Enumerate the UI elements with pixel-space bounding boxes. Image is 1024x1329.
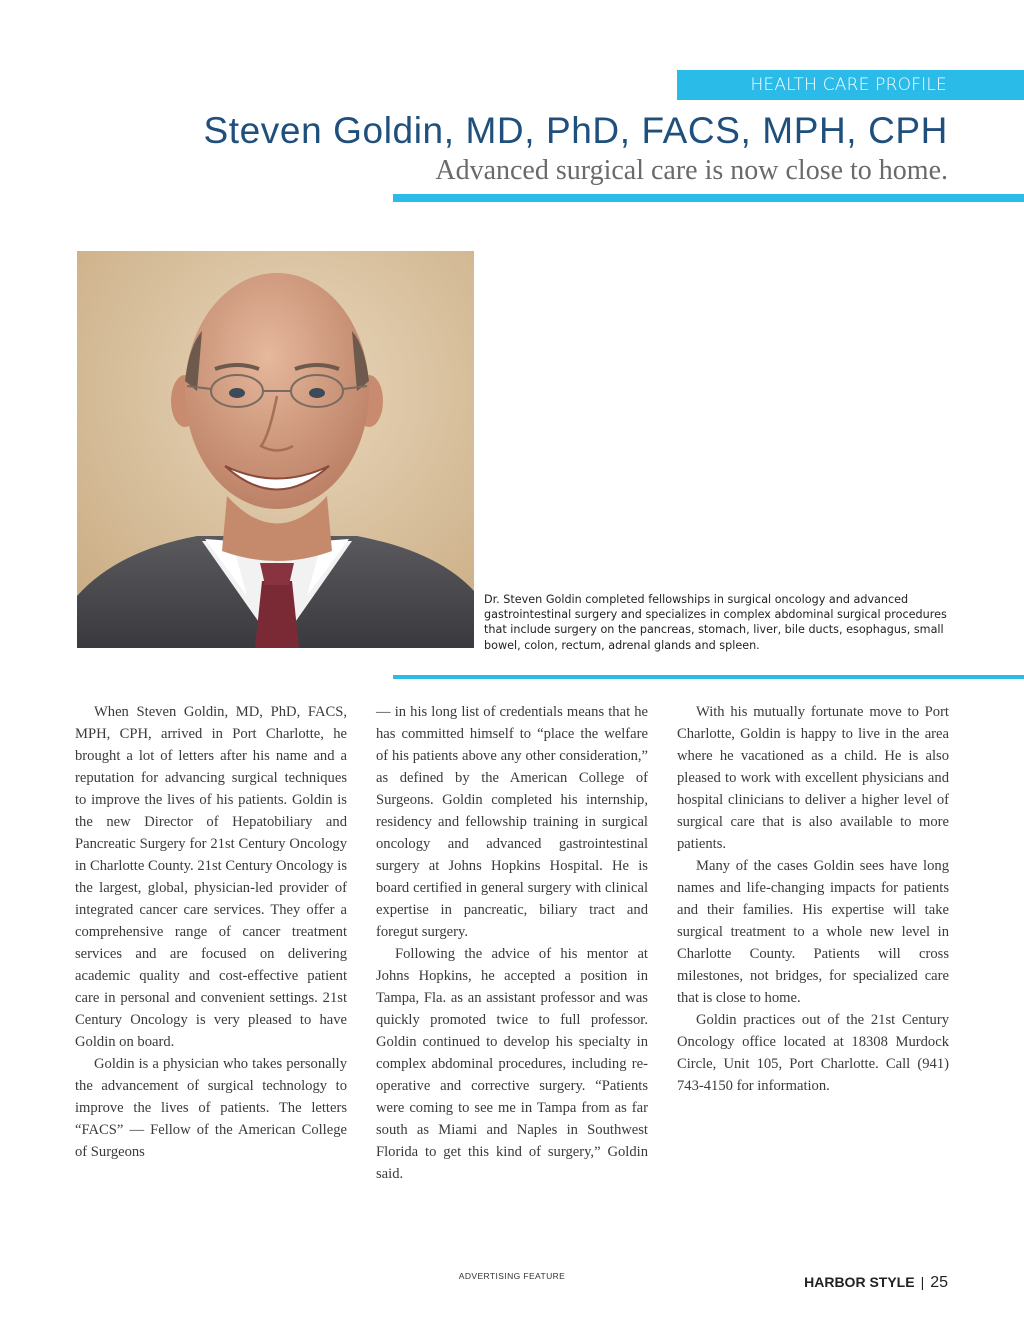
article-column-1	[75, 701, 347, 1163]
footer-separator: |	[920, 1274, 925, 1290]
paragraph: With his mutually fortunate move to Port Charlotte, Goldin is happy to live in the area where he vacationed as a child. He is also pleased to work with excellent physicians and hospital clinicians to deliver a higher level of surgical care that is also available to more patients.	[677, 704, 949, 852]
article-column-2	[376, 701, 648, 1185]
paragraph: Many of the cases Goldin sees have long names and life-changing impacts for patients and their families. His expertise will take surgical treatment to a whole new level in Charlotte County. Patients will cross milestones, not bridges, for specialized care that is close to home.	[677, 858, 949, 1006]
article-column-3	[677, 701, 949, 1097]
paragraph: — in his long list of credentials means that he has committed himself to “place the welfare of his patients above any other consideration,” as defined by the American College of Surgeons. Goldin completed his internship, residency and fellowship training in surgical oncology and advanced gastrointestinal surgery at Johns Hopkins Hospital. He is board certified in general surgery with clinical expertise in pancreatic, biliary tract and foregut surgery.	[376, 704, 648, 940]
paragraph: Goldin practices out of the 21st Century Oncology office located at 18308 Murdock Circle, Unit 105, Port Charlotte. Call (941) 743-4150 for information.	[677, 1012, 949, 1094]
paragraph: Following the advice of his mentor at Johns Hopkins, he accepted a position in Tampa, Fla. as an assistant professor and was quickly promoted twice to full professor. Goldin continued to develop his specialty in complex abdominal procedures, including re-operative and corrective surgery. “Patients were coming to see me in Tampa from as far south as Miami and Naples in Southwest Florida to get this kind of surgery,” Goldin said.	[376, 946, 648, 1182]
paragraph: Goldin is a physician who takes personally the advancement of surgical technology to improve the lives of patients. The letters “FACS” — Fellow of the American College of Surgeons	[75, 1056, 347, 1160]
page-title: Steven Goldin, MD, PhD, FACS, MPH, CPH	[203, 110, 948, 151]
photo-caption: Dr. Steven Goldin completed fellowships in surgical oncology and advanced gastrointestinal surgery and specializes in complex abdominal surgical procedures that include surgery on the pancreas, stomach, liver, bile ducts, esophagus, small bowel, colon, rectum, adrenal glands and spleen.	[484, 593, 947, 652]
magazine-name: HARBOR STYLE	[804, 1274, 915, 1290]
advertising-feature-label: ADVERTISING FEATURE	[458, 1271, 566, 1281]
paragraph: When Steven Goldin, MD, PhD, FACS, MPH, CPH, arrived in Port Charlotte, he brought a lot of letters after his name and a reputation for advancing surgical techniques to improve the lives of his patients. Goldin is the new Director of Hepatobiliary and Pancreatic Surgery for 21st Century Oncology in Charlotte County. 21st Century Oncology is the largest, global, physician-led provider of integrated cancer care services. They offer a comprehensive range of cancer treatment services and are focused on delivering academic quality and cost-effective patient care in personal and convenient settings. 21st Century Oncology is very pleased to have Goldin on board.	[75, 704, 347, 1050]
page-footer	[740, 1274, 948, 1292]
accent-rule-top	[393, 194, 1024, 202]
section-label-banner: HEALTH CARE PROFILE	[677, 70, 1024, 100]
portrait-photo	[77, 251, 474, 648]
accent-rule-middle	[393, 675, 1024, 679]
page-number: 25	[930, 1274, 948, 1291]
page-subtitle: Advanced surgical care is now close to home.	[435, 155, 948, 186]
